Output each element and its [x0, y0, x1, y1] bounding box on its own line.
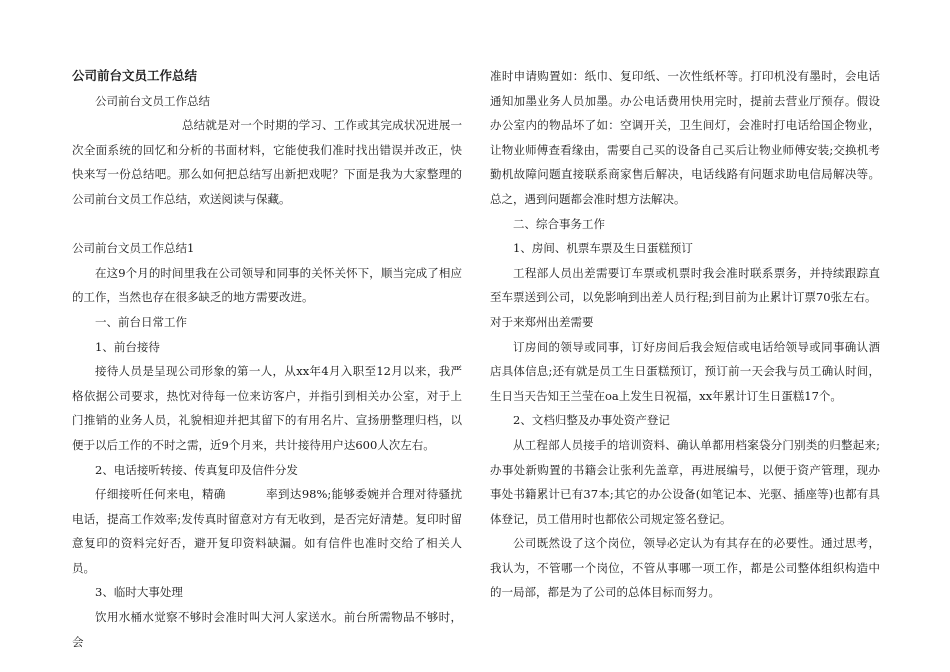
paragraph-booking-continued: 对于来郑州出差需要 — [490, 314, 594, 329]
blank-line — [72, 212, 462, 237]
paragraph-continued: 准时申请购置如：纸巾、复印纸、一次性纸杯等。打印机没有墨时，会电话通知加墨业务人员加墨。办公电话费用快用完时，提前去营业厅预存。假设办公室内的物品坏了如：空调开关，卫生间灯，会准时打电话给国企物业，让物业师傅查看缘由，需要自己买的设备自己买后让物业师傅安装;交换机考勤机故障问题直接联系商家售后解决，电话线路有问题求助电信局解决等。总之，遇到问题都会准时想方法解决。 — [490, 69, 880, 206]
paragraph-phone — [72, 482, 462, 580]
section-front-desk: 一、前台日常工作 — [95, 314, 187, 329]
subsection-temporary: 3、临时大事处理 — [95, 585, 183, 600]
paragraph-temporary: 饮用水桶水觉察不够时会准时叫大河人家送水。前台所需物品不够时，会 — [72, 610, 462, 649]
right-column — [490, 64, 880, 605]
paragraph-archive: 从工程部人员接手的培训资料、确认单都用档案袋分门别类的归整起来;办事处新购置的书籍会让张利先盖章，再进展编号，以便于资产管理，现办事处书籍累计已有37本;其它的办公设备(如笔记本、光驱、插座等)也都有具体登记，员工借用时也都依公司规定签名登记。 — [490, 437, 880, 526]
subsection-reception: 1、前台接待 — [95, 339, 160, 354]
paragraph-phone-b: 率到达98%;能够委婉并合理对待骚扰电话，提高工作效率;发传真时留意对方有无收到，是否完好清楚。复印时留意复印的资料完好否，避开复印资料缺漏。如有信件也准时交给了相关人员。 — [72, 487, 463, 575]
document-title: 公司前台文员工作总结 — [72, 68, 198, 83]
paragraph-opening: 在这9个月的时间里我在公司领导和同事的关怀关怀下，顺当完成了相应的工作，当然也存在很多缺乏的地方需要改进。 — [72, 265, 462, 305]
section-general-affairs: 二、综合事务工作 — [513, 216, 605, 231]
paragraph-phone-a: 仔细接听任何来电，精确 — [95, 487, 226, 502]
paragraph-position: 公司既然设了这个岗位，领导必定认为有其存在的必要性。通过思考，我认为，不管哪一个岗位，不管从事哪一项工作，都是公司整体组织构造中的一局部，都是为了公司的总体目标而努力。 — [490, 536, 880, 600]
subsection-archive: 2、文档归整及办事处资产登记 — [513, 413, 670, 428]
document-subtitle: 公司前台文员工作总结 — [95, 93, 210, 108]
paragraph-reception: 接待人员是呈现公司形象的第一人，从xx年4月入职至12月以来，我严格依据公司要求，热忱对待每一位来访客户，并指引到相关办公室，对于上门推销的业务人员，礼貌相迎并把其留下的有用名片、宣扬册整理归档，以便于以后工作的不时之需，近9个月来，共计接待用户达600人次左右。 — [72, 364, 462, 452]
section-heading-1: 公司前台文员工作总结1 — [72, 241, 195, 256]
paragraph-hotel: 订房间的领导或同事，订好房间后我会短信或电话给领导或同事确认酒店具体信息;还有就是员工生日蛋糕预订，预订前一天会我与员工确认时间，生日当天告知王兰莹在oa上发生日祝福，xx年累计订生日蛋糕17个。 — [490, 339, 880, 403]
paragraph-booking: 工程部人员出差需要订车票或机票时我会准时联系票务，并持续跟踪直至车票送到公司，以免影响到出差人员行程;到目前为止累计订票70张左右。 — [490, 265, 880, 305]
subsection-booking: 1、房间、机票车票及生日蛋糕预订 — [513, 241, 693, 256]
intro-paragraph: 总结就是对一个时期的学习、工作或其完成状况进展一次全面系统的回忆和分析的书面材料，它能使我们准时找出错误并改正，快快来写一份总结吧。那么如何把总结写出新把戏呢？下面是我为大家整理的公司前台文员工作总结，欢送阅读与保藏。 — [72, 118, 462, 206]
subsection-phone: 2、电话接听转接、传真复印及信件分发 — [95, 462, 298, 477]
left-column — [72, 64, 462, 654]
